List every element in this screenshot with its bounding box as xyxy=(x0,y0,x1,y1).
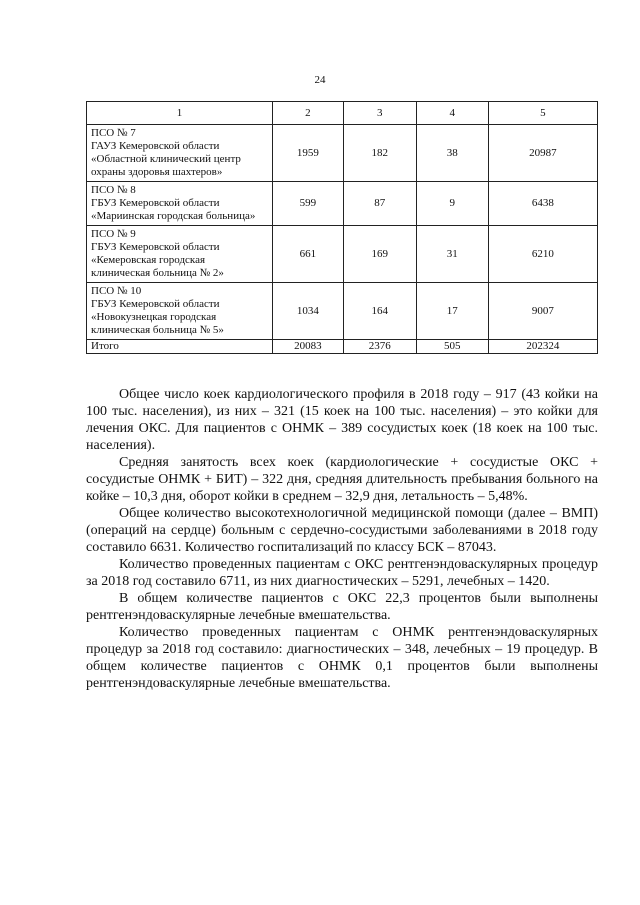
institution-line: клиническая больница № 5» xyxy=(91,324,224,336)
table-header-row xyxy=(87,102,598,125)
table-cell: 20083 xyxy=(273,340,344,354)
table-cell: 169 xyxy=(343,226,416,283)
paragraph: Общее число коек кардиологического профиля в 2018 году – 917 (43 койки на 100 тыс. населения), из них – 321 (15 коек на 100 тыс. населения) – это койки для лечения ОКС. Для пациентов с ОНМК – 389 сосудистых коек (18 коек на 100 тыс. населения). xyxy=(86,387,598,453)
institution-line: «Мариинская городская больница» xyxy=(91,210,256,222)
table-cell: 38 xyxy=(416,125,488,182)
paragraph: Количество проведенных пациентам с ОНМК рентгенэндоваскулярных процедур за 2018 год составило: диагностических – 348, лечебных – 19 процедур. В общем количестве пациентов с ОНМК 0,1 процентов были выполнены рентгенэндоваскулярные лечебные вмешательства. xyxy=(86,625,598,691)
table-cell: 164 xyxy=(343,283,416,340)
table-cell: 1034 xyxy=(273,283,344,340)
table-cell: 17 xyxy=(416,283,488,340)
table-cell: 9 xyxy=(416,182,488,226)
institution-line: клиническая больница № 2» xyxy=(91,267,224,279)
institution-line: ПСО № 8 xyxy=(91,184,136,196)
institution-name-cell xyxy=(87,226,273,283)
body-text xyxy=(86,386,598,692)
table-header-cell: 3 xyxy=(343,102,416,125)
page-number: 24 xyxy=(314,74,326,86)
paragraph: Средняя занятость всех коек (кардиологические + сосудистые ОКС + сосудистые ОНМК + БИТ) – 322 дня, средняя длительность пребывания больного на койке – 10,3 дня, оборот койки в среднем – 32,9 дня, летальность – 5,48%. xyxy=(86,455,598,504)
table-cell: 6438 xyxy=(488,182,597,226)
table-row xyxy=(87,125,598,182)
table-header-cell: 4 xyxy=(416,102,488,125)
table-cell: 2376 xyxy=(343,340,416,354)
table-cell: 31 xyxy=(416,226,488,283)
institution-name-cell xyxy=(87,125,273,182)
institution-line: «Кемеровская городская xyxy=(91,254,206,266)
table-row xyxy=(87,226,598,283)
institution-line: «Областной клинический центр xyxy=(91,153,241,165)
table-cell: 1959 xyxy=(273,125,344,182)
institution-line: ПСО № 10 xyxy=(91,285,142,297)
institution-line: ПСО № 7 xyxy=(91,127,136,139)
table-row xyxy=(87,182,598,226)
institution-line: «Новокузнецкая городская xyxy=(91,311,217,323)
table-cell: 599 xyxy=(273,182,344,226)
institution-line: ГАУЗ Кемеровской области xyxy=(91,140,220,152)
institution-line: ПСО № 9 xyxy=(91,228,136,240)
table-header-cell: 5 xyxy=(488,102,597,125)
table-row xyxy=(87,283,598,340)
table-cell: 202324 xyxy=(488,340,597,354)
paragraph: Общее количество высокотехнологичной медицинской помощи (далее – ВМП) (операций на сердце) больным с сердечно-сосудистыми заболеваниями в 2018 году составило 6631. Количество госпитализаций по классу БСК – 87043. xyxy=(86,506,598,555)
table-total-row xyxy=(87,340,598,354)
table-cell: 87 xyxy=(343,182,416,226)
institution-line: ГБУЗ Кемеровской области xyxy=(91,241,220,253)
table-cell: 505 xyxy=(416,340,488,354)
paragraph: В общем количестве пациентов с ОКС 22,3 процентов были выполнены рентгенэндоваскулярные лечебные вмешательства. xyxy=(86,591,598,623)
paragraph: Количество проведенных пациентам с ОКС рентгенэндоваскулярных процедур за 2018 год составило 6711, из них диагностических – 5291, лечебных – 1420. xyxy=(86,557,598,589)
institution-line: охраны здоровья шахтеров» xyxy=(91,166,223,178)
table-cell: 182 xyxy=(343,125,416,182)
institution-line: ГБУЗ Кемеровской области xyxy=(91,298,220,310)
table-cell: 20987 xyxy=(488,125,597,182)
table-cell: 661 xyxy=(273,226,344,283)
table-cell: 6210 xyxy=(488,226,597,283)
table-header-cell: 2 xyxy=(273,102,344,125)
institution-name-cell xyxy=(87,182,273,226)
total-label: Итого xyxy=(87,340,273,354)
institution-name-cell xyxy=(87,283,273,340)
institution-line: ГБУЗ Кемеровской области xyxy=(91,197,220,209)
statistics-table xyxy=(86,101,598,354)
table-header-cell: 1 xyxy=(87,102,273,125)
table-cell: 9007 xyxy=(488,283,597,340)
